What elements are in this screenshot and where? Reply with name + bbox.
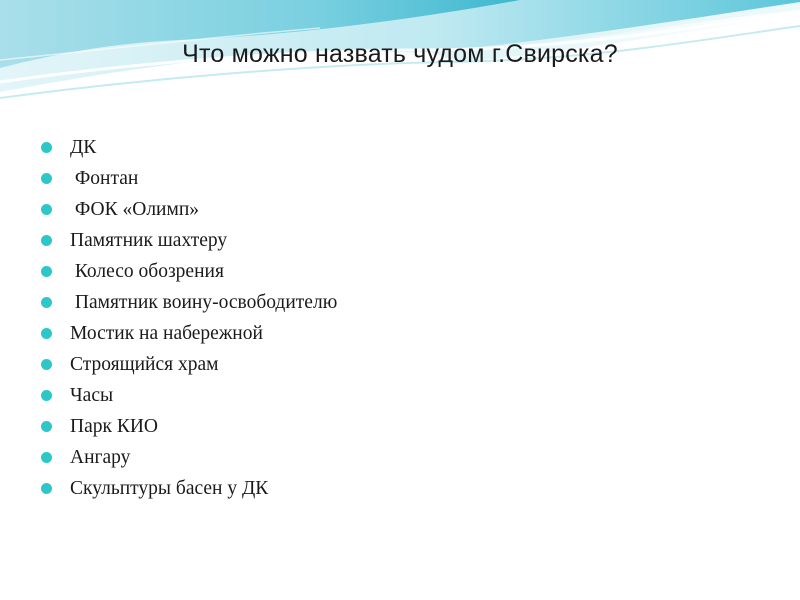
list-item [40, 382, 337, 413]
list-item [40, 289, 337, 320]
list-item [40, 165, 337, 196]
bullet-dot-icon [41, 359, 52, 370]
bullet-dot-icon [41, 390, 52, 401]
list-item [40, 413, 337, 444]
bullet-dot-icon [41, 483, 52, 494]
bullet-dot-icon [41, 173, 52, 184]
list-item [40, 351, 337, 382]
list-item [40, 134, 337, 165]
bullet-dot-icon [41, 204, 52, 215]
list-item-label: Колесо обозрения [70, 261, 224, 282]
list-item-label: Фонтан [70, 168, 139, 189]
list-item-label: Ангару [70, 447, 131, 468]
list-item [40, 444, 337, 475]
bullet-dot-icon [41, 297, 52, 308]
bullet-dot-icon [41, 142, 52, 153]
list-item-label: Часы [70, 385, 114, 406]
list-item-label: Парк КИО [70, 416, 159, 437]
bullet-dot-icon [41, 266, 52, 277]
list-item-label: Мостик на набережной [70, 323, 263, 344]
list-item-label: Скульптуры басен у ДК [70, 478, 269, 499]
list-item-label: ФОК «Олимп» [70, 199, 200, 220]
list-item [40, 320, 337, 351]
bullet-dot-icon [41, 421, 52, 432]
slide-title: Что можно назвать чудом г.Свирска? [182, 40, 618, 68]
list-item [40, 475, 337, 506]
bullet-dot-icon [41, 328, 52, 339]
list-item-label: Памятник воину-освободителю [70, 292, 338, 313]
list-item-label: Строящийся храм [70, 354, 219, 375]
bullet-list [40, 134, 337, 506]
list-item [40, 258, 337, 289]
list-item [40, 196, 337, 227]
list-item [40, 227, 337, 258]
bullet-dot-icon [41, 235, 52, 246]
list-item-label: Памятник шахтеру [70, 230, 228, 251]
bullet-dot-icon [41, 452, 52, 463]
list-item-label: ДК [70, 137, 97, 158]
